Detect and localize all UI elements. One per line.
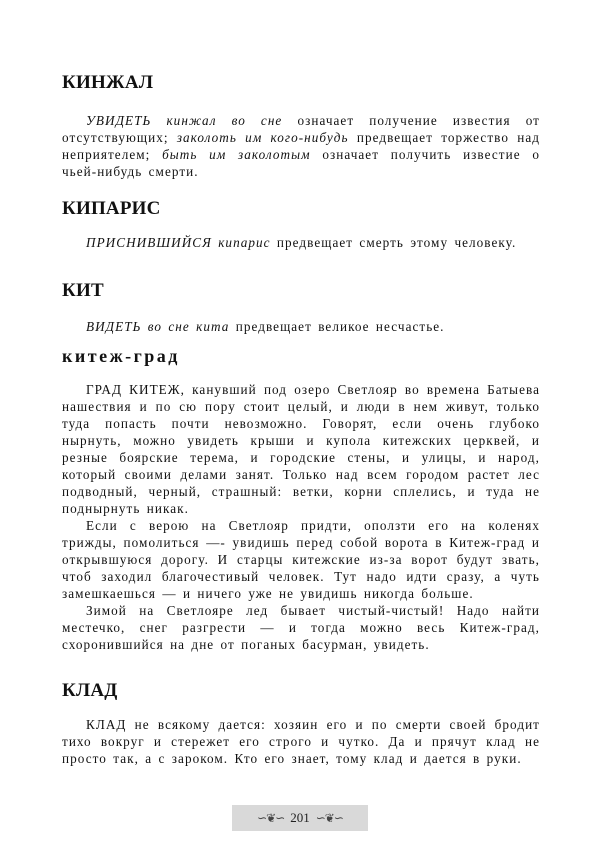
entry-kinzhal [62, 72, 540, 180]
entry-kiparis [62, 198, 540, 251]
entry-kit [62, 280, 540, 335]
entry-klad [62, 680, 540, 767]
entry-heading: китеж-град [62, 346, 180, 366]
entry-heading: КЛАД [62, 680, 118, 701]
entry-text: КЛАД не всякому дается: хозяин его и по смерти своей бродит тихо вокруг и стережет его строго и чутко. Да и прячут клад не просто так, а с зароком. Кто его знает, тому клад и дается в руки. [62, 717, 540, 766]
entry-heading: КИПАРИС [62, 198, 161, 219]
entry-text: Если с верою на Светлояр придти, оползти его на коленях трижды, помолиться —- увидишь перед собой ворота в Китеж-град и открывшуюся дорогу. И старцы китежские из-за ворот будут звать, чтоб заходил благочестивый человек. Тут надо идти сразу, а чуть замешкаешься — и ничего уже не увидишь никогда больше. [62, 518, 540, 601]
page-footer [232, 805, 368, 831]
page-number: 201 [290, 810, 310, 825]
entry-text: ВИДЕТЬ во сне кита предвещает великое несчастье. [86, 319, 445, 334]
entry-text: ПРИСНИВШИЙСЯ кипарис предвещает смерть этому человеку. [86, 235, 517, 250]
entry-heading: КИТ [62, 280, 104, 301]
ornament-right-icon: ∽❦∽ [315, 811, 343, 825]
entry-text: Зимой на Светлояре лед бывает чистый-чистый! Надо найти местечко, снег разгрести — и тогда можно весь Китеж-град, схоронившийся на дне от поганых басурман, увидеть. [62, 603, 540, 652]
entry-heading: КИНЖАЛ [62, 72, 154, 93]
entry-text: ГРАД КИТЕЖ, канувший под озеро Светлояр во времена Батыева нашествия и по сю пору стоит целый, и люди в нем живут, только туда попасть почти невозможно. Говорят, если очень глубоко нырнуть, можно увидеть крыши и купола китежских церквей, и резные боярские терема, и городские стены, и улицы, и народ, который своими делами занят. Только над всем городом растет лес подводный, черный, страшный: ветки, корни сплелись, и туда не поднырнуть никак. [62, 382, 540, 516]
entry-kitezh-grad [62, 346, 540, 653]
ornament-left-icon: ∽❦∽ [257, 811, 285, 825]
entry-text: УВИДЕТЬ кинжал во сне означает получение известия от отсутствующих; заколоть им кого-нибудь предвещает торжество над неприятелем; быть им заколотым означает получить известие о чьей-нибудь смерти. [62, 113, 541, 179]
